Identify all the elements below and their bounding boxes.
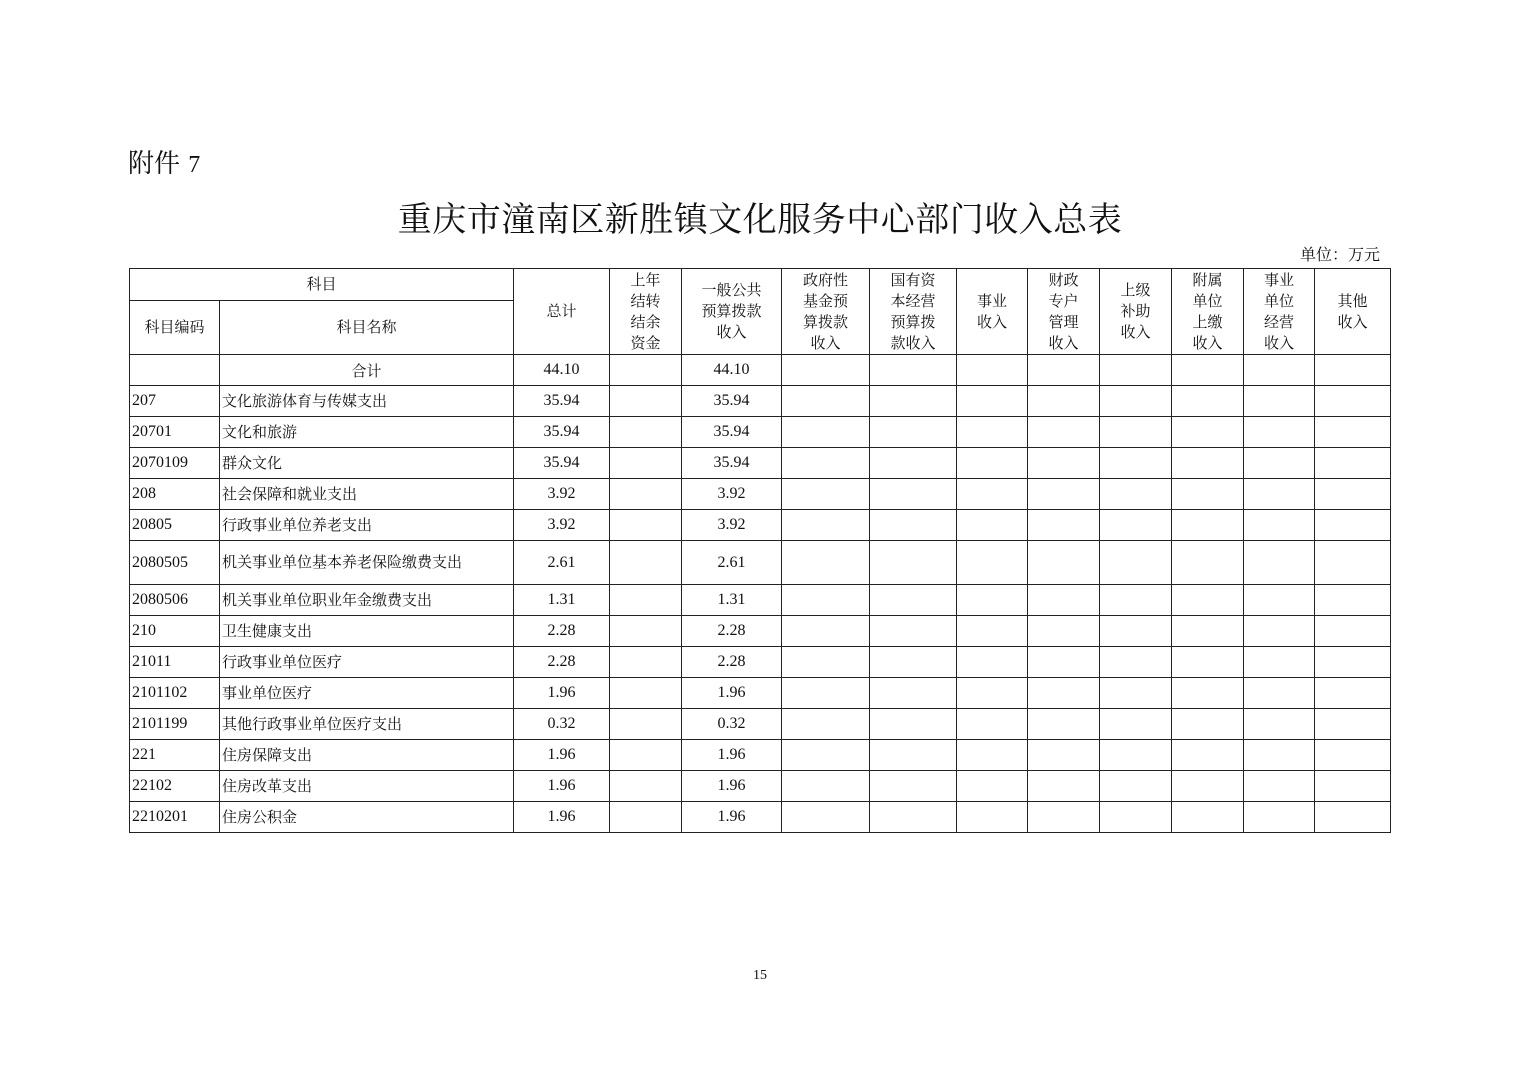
empty-cell [870, 616, 957, 647]
row-general: 35.94 [682, 448, 782, 479]
empty-cell [1315, 771, 1391, 802]
empty-cell [782, 448, 870, 479]
table-row [130, 585, 1391, 616]
row-code: 208 [130, 479, 220, 510]
empty-cell [1100, 541, 1172, 585]
empty-cell [1028, 510, 1100, 541]
empty-cell [870, 585, 957, 616]
empty-cell [610, 771, 682, 802]
empty-cell [870, 802, 957, 833]
empty-cell [1172, 616, 1244, 647]
empty-cell [1244, 709, 1315, 740]
row-general: 3.92 [682, 510, 782, 541]
empty-cell [870, 541, 957, 585]
attachment-text: 附件 [128, 149, 181, 179]
row-code: 221 [130, 740, 220, 771]
empty-cell [610, 448, 682, 479]
empty-cell [1315, 709, 1391, 740]
empty-cell [1172, 417, 1244, 448]
header-special [1028, 269, 1100, 355]
empty-cell [1244, 616, 1315, 647]
empty-cell [1172, 510, 1244, 541]
empty-cell [782, 585, 870, 616]
empty-cell [870, 709, 957, 740]
header-state-capital [870, 269, 957, 355]
header-affiliated-text: 附属单位上缴收入 [1192, 270, 1223, 352]
empty-cell [782, 647, 870, 678]
row-code: 2101102 [130, 678, 220, 709]
row-general: 2.61 [682, 541, 782, 585]
empty-cell [610, 417, 682, 448]
empty-cell [610, 709, 682, 740]
empty-cell [1244, 585, 1315, 616]
empty-cell [870, 479, 957, 510]
empty-cell [1315, 585, 1391, 616]
table-row [130, 417, 1391, 448]
row-code: 20701 [130, 417, 220, 448]
empty-cell [1315, 541, 1391, 585]
empty-cell [957, 386, 1028, 417]
empty-cell [1172, 479, 1244, 510]
row-general: 0.32 [682, 709, 782, 740]
empty-cell [870, 417, 957, 448]
empty-cell [1028, 678, 1100, 709]
empty-cell [870, 771, 957, 802]
table-row [130, 479, 1391, 510]
empty-cell [1028, 479, 1100, 510]
row-code: 2070109 [130, 448, 220, 479]
row-total: 35.94 [514, 417, 610, 448]
empty-cell [1244, 448, 1315, 479]
row-name: 其他行政事业单位医疗支出 [220, 709, 514, 740]
row-name: 住房保障支出 [220, 740, 514, 771]
row-general: 1.96 [682, 678, 782, 709]
row-code: 2101199 [130, 709, 220, 740]
empty-cell [1100, 585, 1172, 616]
header-state-capital-text: 国有资本经营预算拨款收入 [890, 270, 936, 352]
empty-cell [1172, 448, 1244, 479]
total-label: 合计 [220, 355, 514, 386]
empty-cell [957, 678, 1028, 709]
row-code: 21011 [130, 647, 220, 678]
row-total: 1.96 [514, 802, 610, 833]
empty-cell [957, 709, 1028, 740]
attachment-label [128, 143, 200, 180]
row-name: 卫生健康支出 [220, 616, 514, 647]
empty-cell [1172, 678, 1244, 709]
empty-cell [1028, 616, 1100, 647]
empty-cell [1244, 541, 1315, 585]
row-general: 35.94 [682, 386, 782, 417]
empty-cell [782, 616, 870, 647]
table-row [130, 740, 1391, 771]
empty-cell [1172, 386, 1244, 417]
row-general: 3.92 [682, 479, 782, 510]
header-carryover [610, 269, 682, 355]
empty-cell [1315, 386, 1391, 417]
row-total: 1.96 [514, 678, 610, 709]
header-gov-fund [782, 269, 870, 355]
empty-cell [1244, 417, 1315, 448]
total-empty-cell [1172, 355, 1244, 386]
row-total: 3.92 [514, 510, 610, 541]
empty-cell [957, 647, 1028, 678]
row-general: 1.31 [682, 585, 782, 616]
empty-cell [870, 510, 957, 541]
table-row [130, 771, 1391, 802]
empty-cell [610, 616, 682, 647]
empty-cell [870, 386, 957, 417]
row-total: 0.32 [514, 709, 610, 740]
row-code: 210 [130, 616, 220, 647]
row-total: 3.92 [514, 479, 610, 510]
header-business-text: 事业收入 [977, 291, 1008, 331]
attachment-number: 7 [188, 152, 201, 178]
empty-cell [1244, 510, 1315, 541]
row-code: 22102 [130, 771, 220, 802]
empty-cell [1315, 448, 1391, 479]
header-name: 科目名称 [220, 301, 514, 355]
row-name: 住房公积金 [220, 802, 514, 833]
row-total: 35.94 [514, 386, 610, 417]
total-empty-cell [1100, 355, 1172, 386]
empty-cell [1315, 802, 1391, 833]
empty-cell [1028, 417, 1100, 448]
row-name: 社会保障和就业支出 [220, 479, 514, 510]
header-operating-text: 事业单位经营收入 [1264, 270, 1295, 352]
header-subject: 科目 [130, 269, 514, 301]
row-code: 2080506 [130, 585, 220, 616]
row-total: 2.28 [514, 616, 610, 647]
empty-cell [1172, 771, 1244, 802]
empty-cell [870, 678, 957, 709]
header-general [682, 269, 782, 355]
row-general: 1.96 [682, 740, 782, 771]
empty-cell [782, 740, 870, 771]
empty-cell [1315, 417, 1391, 448]
row-name: 文化和旅游 [220, 417, 514, 448]
empty-cell [782, 510, 870, 541]
row-total: 1.96 [514, 740, 610, 771]
header-other [1315, 269, 1391, 355]
empty-cell [1172, 585, 1244, 616]
row-code: 207 [130, 386, 220, 417]
row-name: 群众文化 [220, 448, 514, 479]
header-general-text: 一般公共预算拨款收入 [701, 281, 762, 341]
empty-cell [1100, 417, 1172, 448]
total-code-cell [130, 355, 220, 386]
row-general: 2.28 [682, 616, 782, 647]
empty-cell [957, 510, 1028, 541]
empty-cell [782, 479, 870, 510]
unit-label: 单位：万元 [1299, 245, 1380, 264]
empty-cell [1172, 647, 1244, 678]
empty-cell [1244, 678, 1315, 709]
empty-cell [1172, 740, 1244, 771]
empty-cell [782, 541, 870, 585]
empty-cell [957, 417, 1028, 448]
empty-cell [1244, 802, 1315, 833]
table-row [130, 386, 1391, 417]
header-gov-fund-text: 政府性基金预算拨款收入 [803, 270, 849, 352]
table-row [130, 510, 1391, 541]
header-other-text: 其他收入 [1337, 291, 1368, 331]
row-code: 2210201 [130, 802, 220, 833]
total-empty-cell [870, 355, 957, 386]
empty-cell [610, 510, 682, 541]
empty-cell [1315, 678, 1391, 709]
empty-cell [610, 802, 682, 833]
header-carryover-text: 上年结转结余资金 [630, 270, 661, 352]
empty-cell [1100, 771, 1172, 802]
header-code: 科目编码 [130, 301, 220, 355]
header-superior [1100, 269, 1172, 355]
total-carryover [610, 355, 682, 386]
empty-cell [610, 585, 682, 616]
table-row [130, 448, 1391, 479]
empty-cell [610, 647, 682, 678]
empty-cell [1028, 647, 1100, 678]
empty-cell [870, 448, 957, 479]
empty-cell [1028, 386, 1100, 417]
header-row-1 [130, 269, 1391, 301]
empty-cell [1100, 386, 1172, 417]
table-row [130, 802, 1391, 833]
empty-cell [782, 678, 870, 709]
table-row [130, 647, 1391, 678]
empty-cell [1100, 709, 1172, 740]
empty-cell [1172, 802, 1244, 833]
empty-cell [957, 479, 1028, 510]
empty-cell [782, 709, 870, 740]
row-general: 1.96 [682, 771, 782, 802]
empty-cell [1172, 709, 1244, 740]
empty-cell [782, 417, 870, 448]
table-row [130, 709, 1391, 740]
empty-cell [1028, 541, 1100, 585]
header-affiliated [1172, 269, 1244, 355]
empty-cell [610, 541, 682, 585]
empty-cell [1100, 616, 1172, 647]
empty-cell [782, 771, 870, 802]
header-business [957, 269, 1028, 355]
row-code: 20805 [130, 510, 220, 541]
empty-cell [1244, 740, 1315, 771]
total-general: 44.10 [682, 355, 782, 386]
empty-cell [1028, 448, 1100, 479]
page-number: 15 [753, 968, 767, 983]
empty-cell [1100, 647, 1172, 678]
empty-cell [957, 448, 1028, 479]
empty-cell [957, 541, 1028, 585]
total-empty-cell [1315, 355, 1391, 386]
table-row [130, 616, 1391, 647]
table-row [130, 678, 1391, 709]
empty-cell [957, 585, 1028, 616]
row-name: 文化旅游体育与传媒支出 [220, 386, 514, 417]
empty-cell [1100, 448, 1172, 479]
row-name: 机关事业单位基本养老保险缴费支出 [220, 541, 514, 585]
header-total: 总计 [514, 269, 610, 355]
empty-cell [1315, 616, 1391, 647]
row-name: 机关事业单位职业年金缴费支出 [220, 585, 514, 616]
empty-cell [1244, 386, 1315, 417]
empty-cell [1315, 479, 1391, 510]
income-summary-table [129, 268, 1391, 833]
total-empty-cell [1244, 355, 1315, 386]
row-name: 行政事业单位医疗 [220, 647, 514, 678]
row-total: 35.94 [514, 448, 610, 479]
row-code: 2080505 [130, 541, 220, 585]
header-operating [1244, 269, 1315, 355]
empty-cell [957, 771, 1028, 802]
empty-cell [1028, 802, 1100, 833]
row-name: 事业单位医疗 [220, 678, 514, 709]
row-total: 2.28 [514, 647, 610, 678]
empty-cell [1244, 647, 1315, 678]
table-row [130, 541, 1391, 585]
empty-cell [1244, 479, 1315, 510]
empty-cell [1100, 510, 1172, 541]
empty-cell [1028, 771, 1100, 802]
header-superior-text: 上级补助收入 [1120, 281, 1151, 341]
empty-cell [1172, 541, 1244, 585]
empty-cell [957, 616, 1028, 647]
row-total: 1.96 [514, 771, 610, 802]
empty-cell [1315, 740, 1391, 771]
empty-cell [1028, 709, 1100, 740]
empty-cell [610, 386, 682, 417]
row-name: 住房改革支出 [220, 771, 514, 802]
total-empty-cell [1028, 355, 1100, 386]
empty-cell [610, 479, 682, 510]
page-title: 重庆市潼南区新胜镇文化服务中心部门收入总表 [397, 200, 1123, 240]
total-row [130, 355, 1391, 386]
empty-cell [957, 740, 1028, 771]
total-empty-cell [782, 355, 870, 386]
empty-cell [1028, 740, 1100, 771]
empty-cell [1100, 740, 1172, 771]
total-total: 44.10 [514, 355, 610, 386]
empty-cell [870, 647, 957, 678]
row-general: 35.94 [682, 417, 782, 448]
row-general: 2.28 [682, 647, 782, 678]
empty-cell [1100, 479, 1172, 510]
empty-cell [610, 678, 682, 709]
empty-cell [782, 386, 870, 417]
empty-cell [1100, 678, 1172, 709]
row-total: 2.61 [514, 541, 610, 585]
empty-cell [957, 802, 1028, 833]
empty-cell [1244, 771, 1315, 802]
row-total: 1.31 [514, 585, 610, 616]
total-empty-cell [957, 355, 1028, 386]
empty-cell [782, 802, 870, 833]
empty-cell [1028, 585, 1100, 616]
row-general: 1.96 [682, 802, 782, 833]
row-name: 行政事业单位养老支出 [220, 510, 514, 541]
empty-cell [870, 740, 957, 771]
empty-cell [1315, 510, 1391, 541]
empty-cell [610, 740, 682, 771]
header-special-text: 财政专户管理收入 [1048, 270, 1079, 352]
empty-cell [1100, 802, 1172, 833]
empty-cell [1315, 647, 1391, 678]
